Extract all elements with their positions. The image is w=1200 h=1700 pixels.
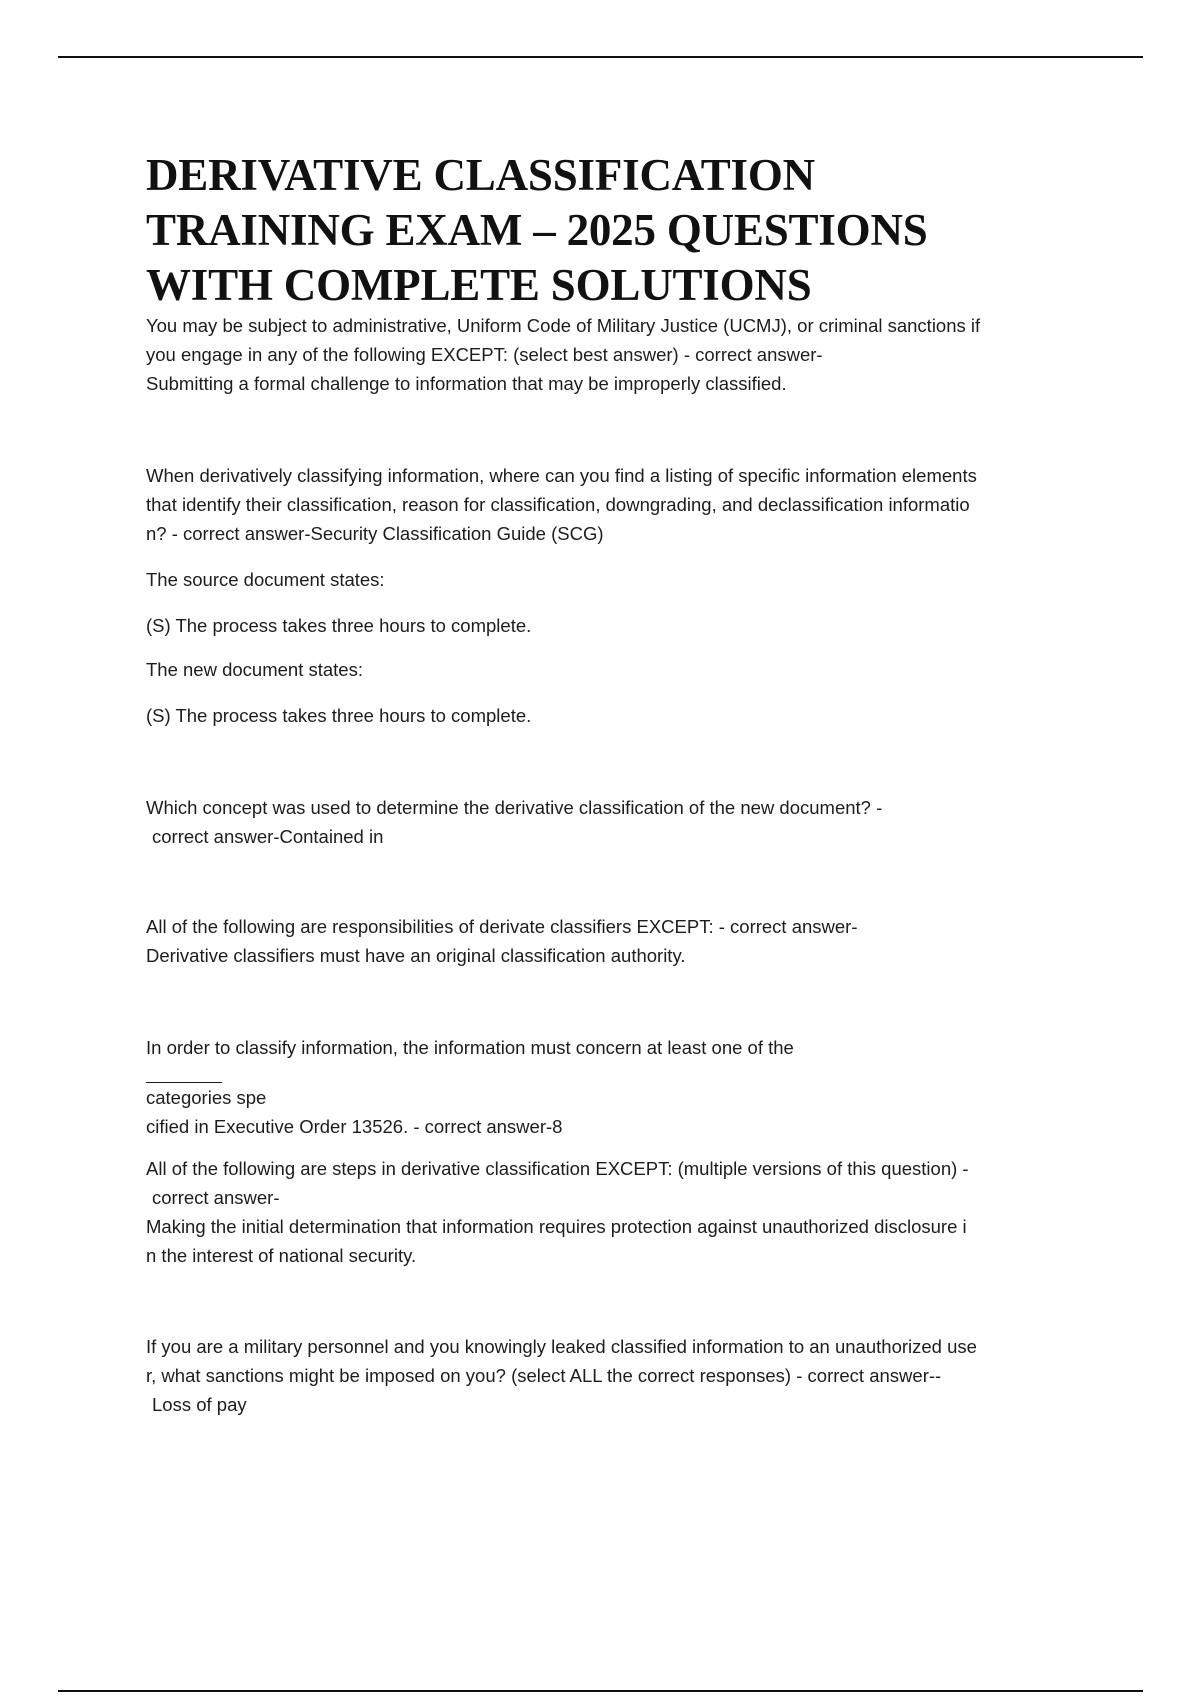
question-block <box>146 793 1086 851</box>
answer-line: n? - correct answer-Security Classification Guide (SCG) <box>146 523 604 544</box>
question-block <box>146 1154 1086 1270</box>
question-line: You may be subject to administrative, Uniform Code of Military Justice (UCMJ), or criminal sanctions if <box>146 315 981 336</box>
question-line: If you are a military personnel and you knowingly leaked classified information to an unauthorized use <box>146 1336 977 1357</box>
answer-line: Making the initial determination that information requires protection against unauthorized disclosure i <box>146 1216 967 1237</box>
question-line: that identify their classification, reason for classification, downgrading, and declassification informatio <box>146 494 970 515</box>
statement-line: The new document states: <box>146 659 363 680</box>
statement-line: (S) The process takes three hours to complete. <box>146 705 532 726</box>
question-line: All of the following are steps in derivative classification EXCEPT: (multiple versions of this question) - <box>146 1158 969 1179</box>
answer-line: cified in Executive Order 13526. - correct answer-8 <box>146 1116 563 1137</box>
question-block <box>146 912 1086 970</box>
statement-line: The source document states: <box>146 569 385 590</box>
answer-line: Loss of pay <box>152 1394 247 1415</box>
question-line: you engage in any of the following EXCEPT: (select best answer) - correct answer- <box>146 344 823 365</box>
question-line: Which concept was used to determine the derivative classification of the new document? - <box>146 797 883 818</box>
question-line <box>146 1033 1086 1112</box>
question-block <box>146 461 1086 548</box>
statement-line: (S) The process takes three hours to complete. <box>146 615 532 636</box>
fill-in-blank <box>146 1062 222 1083</box>
title-line: WITH COMPLETE SOLUTIONS <box>146 260 812 310</box>
question-line: When derivatively classifying information, where can you find a listing of specific information elements <box>146 465 977 486</box>
question-line: All of the following are responsibilities of derivate classifiers EXCEPT: - correct answer- <box>146 916 858 937</box>
question-text: categories spe <box>146 1087 267 1108</box>
question-text: In order to classify information, the information must concern at least one of the <box>146 1037 794 1058</box>
answer-line: correct answer-Contained in <box>152 826 384 847</box>
answer-label: correct answer- <box>152 1187 280 1208</box>
question-line: r, what sanctions might be imposed on you? (select ALL the correct responses) - correct answer-- <box>146 1365 942 1386</box>
title-line: TRAINING EXAM – 2025 QUESTIONS <box>146 205 928 255</box>
question-block <box>146 1033 1086 1141</box>
question-block <box>146 311 1086 398</box>
question-block <box>146 1332 1086 1419</box>
title-line: DERIVATIVE CLASSIFICATION <box>146 150 815 200</box>
footer-divider <box>58 1690 1143 1692</box>
answer-line: Submitting a formal challenge to information that may be improperly classified. <box>146 373 787 394</box>
answer-line: n the interest of national security. <box>146 1245 417 1266</box>
answer-line: Derivative classifiers must have an original classification authority. <box>146 945 686 966</box>
header-divider <box>58 56 1143 58</box>
page-title <box>146 148 1106 313</box>
